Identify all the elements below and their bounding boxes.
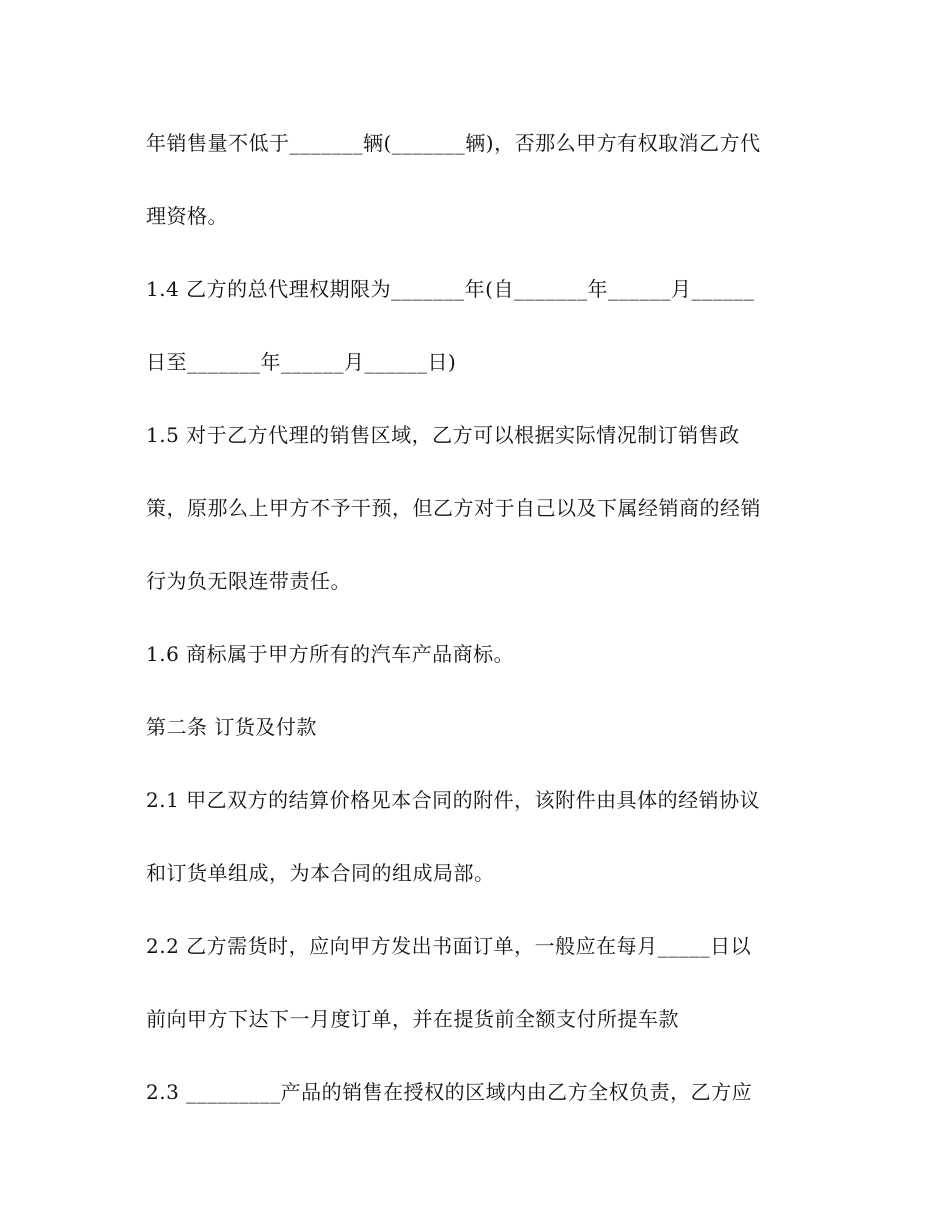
clause-1-5-line-1: 1.5 对于乙方代理的销售区域，乙方可以根据实际情况制订销售政 — [146, 423, 740, 447]
clause-1-5-line-2: 策，原那么上甲方不予干预，但乙方对于自己以及下属经销商的经销 — [146, 496, 761, 520]
clause-1-6: 1.6 商标属于甲方所有的汽车产品商标。 — [146, 642, 515, 666]
clause-2-1-line-2: 和订货单组成，为本合同的组成局部。 — [146, 861, 495, 885]
text-line-1: 年销售量不低于_______辆(_______辆)，否那么甲方有权取消乙方代 — [146, 131, 761, 155]
section-heading-article-2: 第二条 订货及付款 — [146, 715, 317, 739]
clause-1-4-line-1: 1.4 乙方的总代理权期限为_______年(自_______年______月______ — [146, 277, 755, 301]
clause-2-2-line-2: 前向甲方下达下一月度订单，并在提货前全额支付所提车款 — [146, 1007, 679, 1031]
clause-2-1-line-1: 2.1 甲乙双方的结算价格见本合同的附件，该附件由具体的经销协议 — [146, 788, 761, 812]
text-line-2: 理资格。 — [146, 204, 228, 228]
clause-1-5-line-3: 行为负无限连带责任。 — [146, 569, 351, 593]
clause-2-3-line-1: 2.3 _________产品的销售在授权的区域内由乙方全权负责，乙方应 — [146, 1080, 753, 1104]
clause-1-4-line-2: 日至_______年______月______日) — [146, 350, 457, 374]
clause-2-2-line-1: 2.2 乙方需货时，应向甲方发出书面订单，一般应在每月_____日以 — [146, 934, 752, 958]
